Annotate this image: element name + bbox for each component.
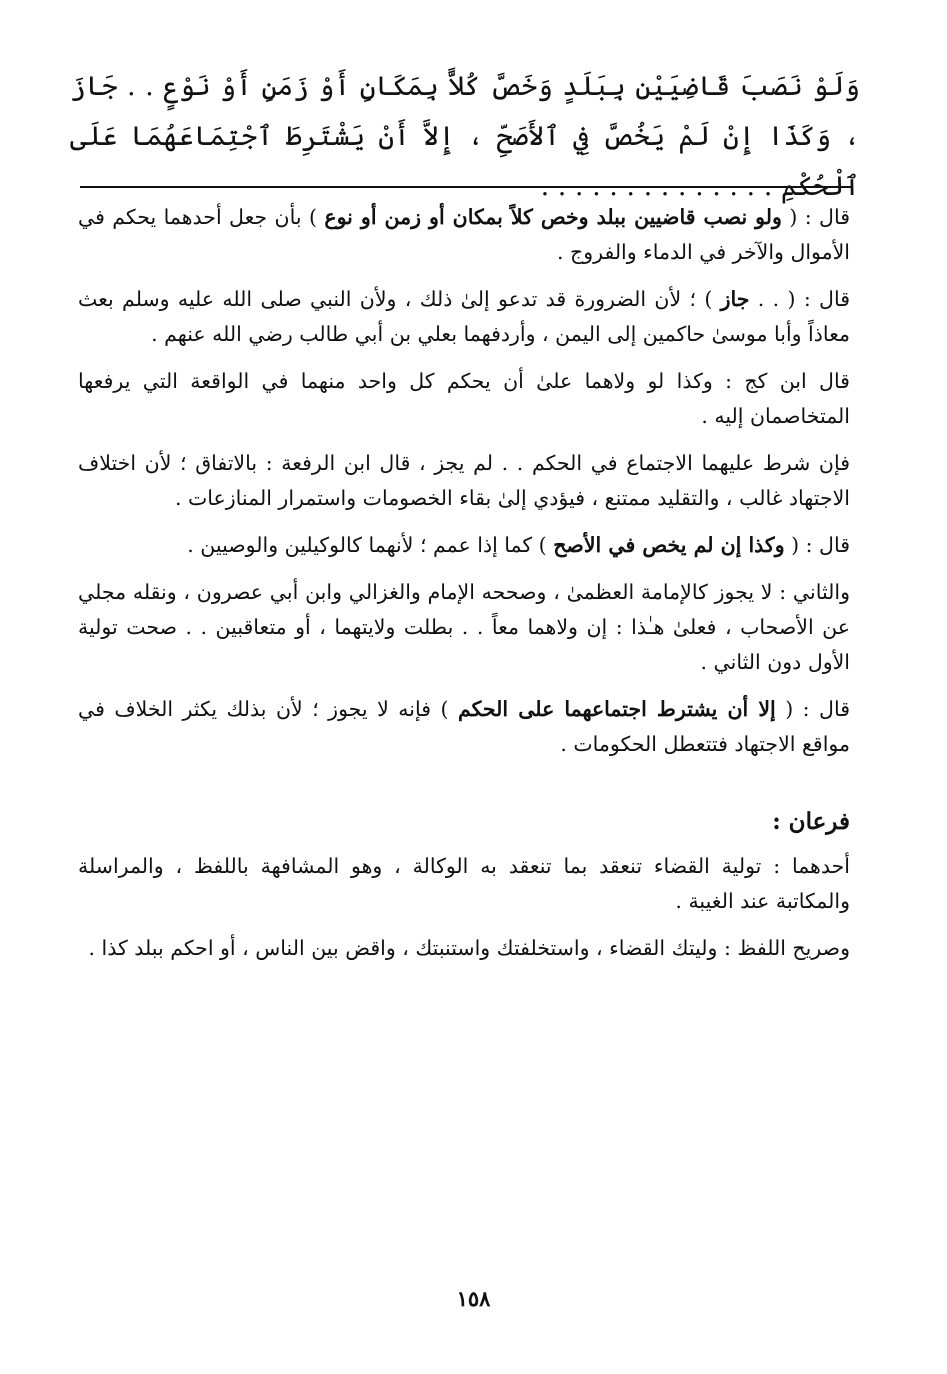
matn-text: وَلَوْ نَصَبَ قَاضِيَيْنِ بِبَلَدٍ وَخَصَّ كُلاًّ بِمَكَانٍ أَوْ زَمَنٍ أَوْ نَوْعٍ . . جَازَ ، وَكَذَا إِنْ لَمْ يَخُصَّ فِي ٱلأَصَحِّ ، إِلاَّ أَنْ يَشْتَرِطَ ٱجْتِمَاعَهُمَا عَلَى ٱلْحُكْمِ . . . . . . . . . . . . . . <box>70 71 860 202</box>
commentary-paragraph-4 <box>78 446 850 516</box>
para-4-body: فإن شرط عليهما الاجتماع في الحكم . . لم يجز ، قال ابن الرفعة : بالاتفاق ؛ لأن اختلاف الاجتهاد غالب ، والتقليد ممتنع ، فيؤدي إلىٰ بقاء الخصومات واستمرار المنازعات . <box>78 451 850 510</box>
para-7-lead: قال : ( <box>775 697 850 721</box>
para-3-body: قال ابن كج : وكذا لو ولاهما علىٰ أن يحكم كل واحد منهما في الواقعة التي يرفعها المتخاصمان إليه . <box>78 369 850 428</box>
separator-rule <box>80 186 852 188</box>
para-2-body: ) ؛ لأن الضرورة قد تدعو إلىٰ ذلك ، ولأن النبي صلى الله عليه وسلم بعث معاذاً وأبا موسىٰ حاكمين إلى اليمن ، وأردفهما بعلي بن أبي طالب رضي الله عنهم . <box>78 287 850 346</box>
para-1-body: ) بأن جعل أحدهما يحكم في الأموال والآخر في الدماء والفروج . <box>78 205 850 264</box>
para-5-lead: قال : ( <box>784 533 850 557</box>
para-2-quote: جاز <box>720 287 750 311</box>
para-7-body: ) فإنه لا يجوز ؛ لأن بذلك يكثر الخلاف في مواقع الاجتهاد فتتعطل الحكومات . <box>78 697 850 756</box>
commentary-paragraph-3 <box>78 364 850 434</box>
commentary-paragraph-5 <box>78 528 850 563</box>
para-2-lead: قال : ( . . <box>749 287 850 311</box>
para-5-quote: وكذا إن لم يخص في الأصح <box>553 533 785 557</box>
commentary-paragraph-7 <box>78 692 850 762</box>
para-5-body: ) كما إذا عمم ؛ لأنهما كالوكيلين والوصيين . <box>187 533 554 557</box>
page-number: ١٥٨ <box>456 1286 491 1311</box>
section-heading: فرعان : <box>772 808 850 835</box>
para-1-lead: قال : ( <box>781 205 850 229</box>
section-paragraph-2: وصريح اللفظ : وليتك القضاء ، واستخلفتك واستنبتك ، واقض بين الناس ، أو احكم ببلد كذا . <box>88 936 850 960</box>
section-paragraph-1: أحدهما : تولية القضاء تنعقد بما تنعقد به الوكالة ، وهو المشافهة باللفظ ، والمراسلة والمكاتبة عند الغيبة . <box>78 854 850 913</box>
commentary-paragraph-1 <box>78 200 850 270</box>
para-7-quote: إلا أن يشترط اجتماعهما على الحكم <box>457 697 776 721</box>
commentary-paragraph-6 <box>78 575 850 680</box>
commentary-paragraph-2 <box>78 282 850 352</box>
para-1-quote: ولو نصب قاضيين ببلد وخص كلاً بمكان أو زمن أو نوع <box>324 205 782 229</box>
commentary <box>78 200 850 978</box>
para-6-body: والثاني : لا يجوز كالإمامة العظمىٰ ، وصححه الإمام والغزالي وابن أبي عصرون ، ونقله مجلي عن الأصحاب ، فعلىٰ هـٰذا : إن ولاهما معاً . . بطلت ولايتهما ، أو متعاقبين . . صحت تولية الأول دون الثاني . <box>78 580 850 674</box>
